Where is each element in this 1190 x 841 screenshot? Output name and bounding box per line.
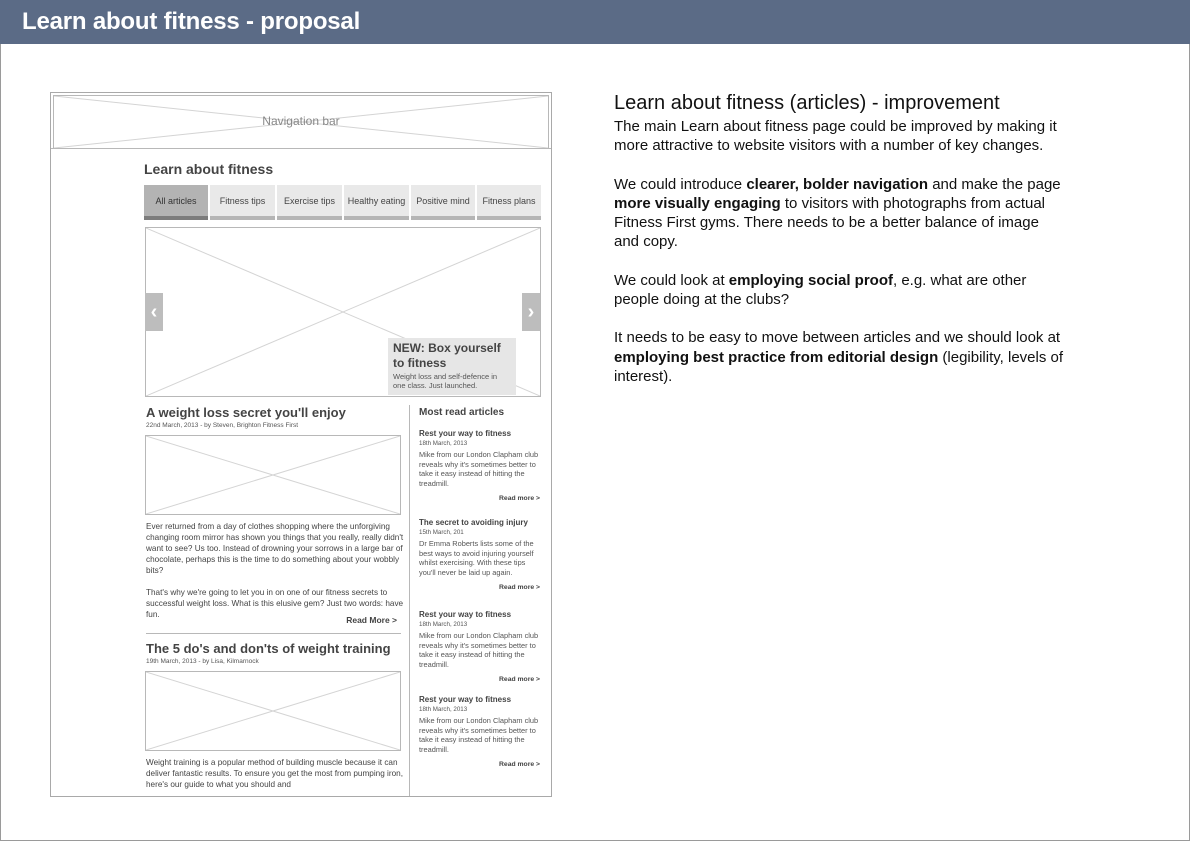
notes-paragraph: The main Learn about fitness page could be improved by making it more attractive to website visitors with a number of key changes. xyxy=(614,118,1057,155)
read-more-link[interactable]: Read more > xyxy=(499,494,540,502)
chevron-left-icon: ‹ xyxy=(150,300,158,323)
most-read-date: 18th March, 2013 xyxy=(419,440,468,447)
notes-emphasis: clearer, bolder navigation xyxy=(746,175,929,193)
tab-positive-mind[interactable]: Positive mind xyxy=(411,185,475,220)
category-tabs xyxy=(144,185,541,220)
most-read-title[interactable]: Rest your way to fitness xyxy=(419,429,512,438)
article-divider xyxy=(146,633,401,634)
tab-healthy-eating[interactable]: Healthy eating xyxy=(344,185,409,220)
hero-caption-title: NEW: Box yourself to fitness xyxy=(393,341,501,370)
hero-caption[interactable] xyxy=(388,338,516,395)
page-title: Learn about fitness - proposal xyxy=(22,8,361,35)
notes-emphasis: employing social proof xyxy=(728,271,893,289)
nav-divider xyxy=(51,148,551,149)
notes-text: to visitors with photographs from actual Fitness First gyms. There needs to be a better balance of image and copy. xyxy=(614,194,1046,251)
article-meta: 22nd March, 2013 - by Steven, Brighton Fitness First xyxy=(146,422,299,429)
tab-fitness-plans[interactable]: Fitness plans xyxy=(477,185,541,220)
most-read-body: Mike from our London Clapham club reveals why it's sometimes better to take it easy instead of hitting the treadmill. xyxy=(419,631,539,670)
most-read-date: 18th March, 2013 xyxy=(419,621,468,628)
carousel-prev-button[interactable] xyxy=(145,293,163,331)
notes-text: We could look at xyxy=(614,271,729,289)
most-read-item xyxy=(419,609,543,683)
article-body: Ever returned from a day of clothes shopping where the unforgiving changing room mirror has shown you things that you really, really didn't want to see? Us too. Instead of drowning your sorrows in a large bar of chocolate, perhaps this is the time to do something about your wobbly bits? xyxy=(146,522,404,575)
notes-emphasis: more visually engaging xyxy=(614,194,781,212)
notes-text: It needs to be easy to move between articles and we should look at xyxy=(614,329,1061,347)
most-read-body: Dr Emma Roberts lists some of the best ways to avoid injuring yourself whilst exercising. With these tips you'll never be laid up again. xyxy=(419,539,534,578)
most-read-item xyxy=(419,428,543,502)
article-image-placeholder[interactable] xyxy=(145,671,401,751)
notes-paragraph xyxy=(614,175,1064,252)
notes-text: and make the page xyxy=(928,175,1061,193)
section-heading: Learn about fitness xyxy=(144,161,274,177)
most-read-title[interactable]: Rest your way to fitness xyxy=(419,695,512,704)
placeholder-cross-icon xyxy=(146,436,400,514)
most-read-item xyxy=(419,694,543,768)
tab-all-articles[interactable]: All articles xyxy=(144,185,208,220)
most-read-title[interactable]: Rest your way to fitness xyxy=(419,610,512,619)
placeholder-cross-icon xyxy=(146,672,400,750)
notes-text: , e.g. what are other people doing at the clubs? xyxy=(614,271,1027,309)
column-divider xyxy=(409,405,410,797)
article-body: Weight training is a popular method of building muscle because it can deliver fantastic results. To ensure you get the most from pumping iron, here's our guide to what you should and xyxy=(146,758,403,789)
most-read-body: Mike from our London Clapham club reveals why it's sometimes better to take it easy instead of hitting the treadmill. xyxy=(419,716,539,755)
notes-emphasis: employing best practice from editorial design xyxy=(614,348,939,366)
improvement-notes xyxy=(614,92,1064,405)
carousel-next-button[interactable] xyxy=(522,293,540,331)
article-body: That's why we're going to let you in on one of our fitness secrets to successful weight loss. What is this elusive gem? Just two words: have fun. xyxy=(146,588,404,619)
read-more-link[interactable]: Read more > xyxy=(499,675,540,683)
navigation-bar-placeholder[interactable] xyxy=(53,95,549,149)
notes-text: We could introduce xyxy=(614,175,747,193)
most-read-title[interactable]: The secret to avoiding injury xyxy=(419,518,528,527)
wireframe-mockup xyxy=(50,92,552,797)
most-read-date: 18th March, 2013 xyxy=(419,706,468,713)
notes-paragraph xyxy=(614,328,1064,386)
most-read-body: Mike from our London Clapham club reveals why it's sometimes better to take it easy instead of hitting the treadmill. xyxy=(419,450,539,489)
tab-fitness-tips[interactable]: Fitness tips xyxy=(210,185,275,220)
article-title[interactable]: A weight loss secret you'll enjoy xyxy=(146,405,346,420)
chevron-right-icon: › xyxy=(527,300,535,323)
most-read-date: 15th March, 201 xyxy=(419,529,464,536)
notes-text: (legibility, levels of interest). xyxy=(614,348,1064,385)
title-bar xyxy=(0,0,1190,44)
article-meta: 19th March, 2013 - by Lisa, Kilmarnock xyxy=(146,658,259,665)
notes-paragraph xyxy=(614,271,1064,310)
article-title[interactable]: The 5 do's and don'ts of weight training xyxy=(146,641,391,656)
article-image-placeholder[interactable] xyxy=(145,435,401,515)
hero-caption-subtitle: Weight loss and self-defence in one class. Just launched. xyxy=(393,372,498,390)
read-more-link[interactable]: Read more > xyxy=(499,583,540,591)
most-read-heading: Most read articles xyxy=(419,407,505,418)
notes-title: Learn about fitness (articles) - improvement xyxy=(614,92,1000,114)
most-read-item xyxy=(419,517,543,591)
tab-exercise-tips[interactable]: Exercise tips xyxy=(277,185,342,220)
read-more-link[interactable]: Read more > xyxy=(499,760,540,768)
read-more-link[interactable]: Read More > xyxy=(346,615,397,625)
navigation-bar-label: Navigation bar xyxy=(262,114,340,128)
